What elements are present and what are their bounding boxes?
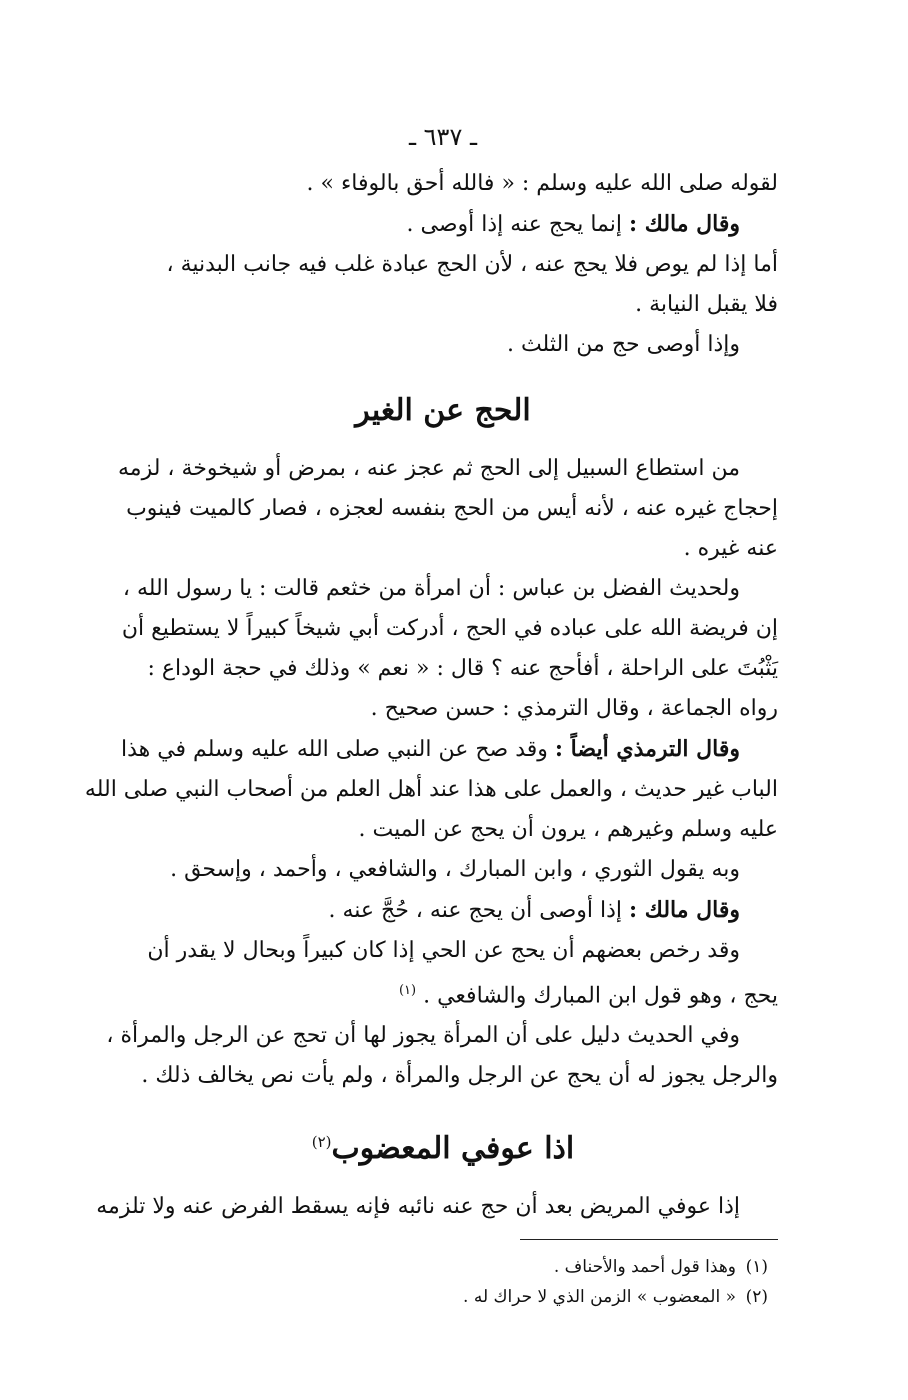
text-line: الباب غير حديث ، والعمل على هذا عند أهل العلم من أصحاب النبي صلى الله (84, 777, 778, 802)
malik-statement-1 (108, 204, 778, 245)
text-line: إن فريضة الله على عباده في الحج ، أدركت أبي شيخاً كبيراً لا يستطيع أن (121, 616, 778, 641)
text-line: أما إذا لم يوص فلا يحج عنه ، لأن الحج عبادة غلب فيه جانب البدنية ، (166, 252, 778, 277)
statement-text: وقد صح عن النبي صلى الله عليه وسلم في هذا (120, 737, 555, 762)
text-line: عليه وسلم وغيرهم ، يرون أن يحج عن الميت . (358, 817, 778, 842)
footnote (108, 1282, 778, 1312)
book-page (84, 120, 778, 1312)
text-line: إذا عوفي المريض بعد أن حج عنه نائبه فإنه يسقط الفرض عنه ولا تلزمه (96, 1194, 740, 1220)
footnote-number: (٢) (745, 1287, 768, 1308)
text-line: وفي الحديث دليل على أن المرأة يجوز لها أن تحج عن الرجل والمرأة ، (106, 1023, 740, 1049)
malik-statement-2 (108, 890, 778, 931)
text-line: عنه غيره . (683, 536, 778, 561)
footnote (108, 1252, 778, 1282)
text-line: إحجاج غيره عنه ، لأنه أيس من الحج بنفسه لعجزه ، فصار كالميت فينوب (126, 496, 778, 521)
text-line: رواه الجماعة ، وقال الترمذي : حسن صحيح . (370, 696, 778, 721)
footnote-text: وهذا قول أحمد والأحناف . (553, 1257, 736, 1278)
footnote-text: « المعضوب » الزمن الذي لا حراك له . (463, 1287, 736, 1308)
speaker-label: وقال مالك : (629, 211, 740, 237)
heading-text: اذا عوفي المعضوب (331, 1131, 575, 1167)
text-line-with-ref (108, 971, 778, 1016)
footnote-divider (520, 1239, 778, 1240)
text-line: من استطاع السبيل إلى الحج ثم عجز عنه ، بمرض أو شيخوخة ، لزمه (117, 456, 740, 481)
footnote-ref-1: (١) (398, 983, 417, 998)
text-line: وقد رخص بعضهم أن يحج عن الحي إذا كان كبيراً وبحال لا يقدر أن (147, 938, 740, 963)
statement-text: إذا أوصى أن يحج عنه ، حُجَّ عنه . (328, 898, 629, 923)
speaker-label: وقال الترمذي أيضاً : (554, 736, 740, 762)
text-line: يَثْبُتَ على الراحلة ، أفأحج عنه ؟ قال : « نعم » وذلك في حجة الوداع : (147, 656, 778, 681)
text-line: وبه يقول الثوري ، وابن المبارك ، والشافعي ، وأحمد ، وإسحق . (170, 857, 740, 882)
page-number: ـ ٦٣٧ ـ (408, 123, 477, 151)
footnote-number: (١) (745, 1257, 768, 1278)
line-text: يحج ، وهو قول ابن المبارك والشافعي . (423, 983, 778, 1009)
statement-text: إنما يحج عنه إذا أوصى . (406, 212, 629, 237)
text-line: وإذا أوصى حج من الثلث . (506, 332, 740, 357)
speaker-label: وقال مالك : (629, 897, 740, 923)
text-line: والرجل يجوز له أن يحج عن الرجل والمرأة ، ولم يأت نص يخالف ذلك . (141, 1063, 778, 1089)
text-line: ولحديث الفضل بن عباس : أن امرأة من خثعم قالت : يا رسول الله ، (122, 576, 740, 601)
section-heading: الحج عن الغير (355, 393, 531, 428)
tirmidhi-statement (108, 729, 778, 770)
footnote-ref-2: (٢) (311, 1133, 332, 1152)
section-heading-2 (108, 1120, 778, 1171)
text-line: لقوله صلى الله عليه وسلم : « فالله أحق بالوفاء » . (306, 171, 778, 196)
text-line: فلا يقبل النيابة . (635, 292, 778, 317)
